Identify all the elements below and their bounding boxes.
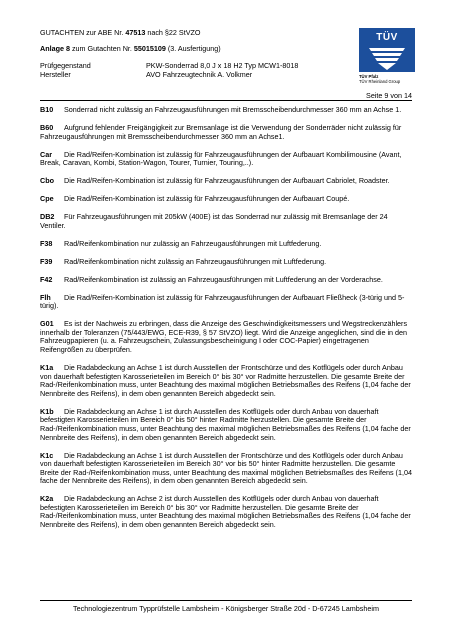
condition-code: DB2 — [40, 212, 55, 222]
condition-code: F42 — [40, 274, 53, 284]
condition-paragraph — [40, 320, 412, 354]
condition-paragraph — [40, 364, 412, 398]
gutachten-number: 55015109 — [133, 44, 166, 53]
condition-paragraph — [40, 294, 412, 311]
abe-number: 47513 — [125, 28, 146, 37]
condition-text: Rad/Reifenkombination nicht zulässig an Fahrzeugausführungen mit Luftfederung. — [64, 256, 327, 266]
condition-code: G01 — [40, 319, 54, 329]
anlage-line — [40, 44, 221, 53]
condition-paragraph — [40, 258, 412, 267]
pruefgegenstand-label: Prüfgegenstand — [40, 61, 91, 70]
gutachten-title-suffix: nach §22 StVZO — [145, 28, 201, 37]
condition-paragraph — [40, 240, 412, 249]
condition-text: Die Rad/Reifen-Kombination ist zulässig für Fahrzeugausführungen der Aufbauart Fließheck (3-türig und 5-türig). — [40, 292, 405, 311]
condition-text: Die Rad/Reifen-Kombination ist zulässig für Fahrzeugausführungen der Aufbauart Cabriolet, Roadster. — [64, 176, 390, 186]
condition-paragraph — [40, 106, 412, 115]
footer-address: Technologiezentrum Typprüfstelle Lambsheim - Königsberger Straße 20d - D-67245 Lambsheim — [73, 604, 379, 613]
page-number: Seite 9 von 14 — [366, 91, 412, 100]
hersteller-value: AVO Fahrzeugtechnik A. Volkmer — [146, 70, 253, 79]
condition-text: Die Radabdeckung an Achse 1 ist durch Ausstellen des Kotflügels oder durch Anbau von dauerhaft befestigten Karosserieteilen im Bereich 0° bis 50° hinter Radmitte herzustellen. Die gesamte Breite der Rad-/Reifenkombination muss, unter Beachtung des maximal möglichen Betriebsmaßes des Reifens (1,04 fache der Nennbreite des Reifens), in dem oben genannten Bereich abgedeckt sein. — [40, 406, 411, 442]
condition-paragraph — [40, 452, 412, 486]
condition-code: F39 — [40, 256, 53, 266]
pruefgegenstand-value: PKW-Sonderrad 8,0 J x 18 H2 Typ MCW1-8018 — [146, 61, 299, 70]
condition-code: Flh — [40, 292, 51, 302]
anlage-mid: zum Gutachten Nr. — [69, 44, 134, 53]
paragraph-list — [40, 106, 412, 539]
condition-code: K2a — [40, 494, 54, 504]
condition-text: Rad/Reifenkombination nur zulässig an Fahrzeugausführungen mit Luftfederung. — [64, 238, 322, 248]
condition-text: Für Fahrzeugausführungen mit 205kW (400E) ist das Sonderrad nur zulässig mit Bremsanlage der 24 Ventiler. — [40, 212, 388, 230]
condition-paragraph — [40, 195, 412, 204]
condition-text: Aufgrund fehlender Freigängigkeit zur Bremsanlage ist die Verwendung der Sonderräder nicht zulässig für Fahrzeugausführungen mit Bremsscheibendurchmesser 360 mm an Achse1. — [40, 122, 402, 141]
condition-text: Die Radabdeckung an Achse 2 ist durch Ausstellen des Kotflügels oder durch Anbau von dauerhaft befestigten Karosserieteilen im Bereich 0° bis 30° vor Radmitte herzustellen. Die gesamte Breite der Rad-/Reifenkombination muss, unter Beachtung des maximal möglichen Betriebsmaßes des Reifens (1,04 fache der Nennbreite des Reifens), in dem oben genannten Bereich abgedeckt sein. — [40, 494, 411, 530]
condition-code: B60 — [40, 122, 54, 132]
condition-code: Cpe — [40, 194, 54, 204]
footer-divider — [40, 600, 412, 601]
condition-paragraph — [40, 408, 412, 442]
gutachten-title — [40, 28, 200, 37]
condition-code: Cbo — [40, 176, 54, 186]
condition-code: K1a — [40, 362, 54, 372]
tuv-logo-icon — [359, 28, 415, 72]
condition-text: Die Rad/Reifen-Kombination ist zulässig für Fahrzeugausführungen der Aufbauart Kombilimousine (Avant, Break, Caravan, Kombi, Station-Wagon, Tourer, Turnier, Touring,..). — [40, 149, 402, 168]
condition-paragraph — [40, 495, 412, 529]
condition-text: Die Rad/Reifen-Kombination ist zulässig für Fahrzeugausführungen der Aufbauart Coupé. — [64, 194, 350, 204]
tuv-logo-line2: TÜV Rheinland Group — [359, 79, 401, 84]
condition-code: F38 — [40, 238, 53, 248]
condition-code: K1b — [40, 406, 54, 416]
tuv-logo-mark — [359, 28, 415, 72]
condition-paragraph — [40, 177, 412, 186]
condition-text: Es ist der Nachweis zu erbringen, dass die Anzeige des Geschwindigkeitsmessers und Wegstreckenzählers innerhalb der Toleranzen (75/443/EWG, ECE-R39, § 57 StVZO) liegt. Wird die Anzeige angeglichen, sind die in den Fahrzeugpapieren (u. a. Fahrzeugschein, Zulassungsbescheinigung I oder COC-Papier) eingetragenen Reifengrößen zu überprüfen. — [40, 319, 408, 354]
tuv-logo-brand: TÜV — [376, 32, 398, 43]
condition-paragraph — [40, 124, 412, 141]
condition-code: Car — [40, 149, 52, 159]
condition-code: K1c — [40, 450, 54, 460]
condition-paragraph — [40, 213, 412, 230]
condition-text: Sonderrad nicht zulässig an Fahrzeugausführungen mit Bremsscheibendurchmesser 360 mm an Achse 1. — [64, 105, 402, 114]
condition-paragraph — [40, 276, 412, 285]
hersteller-label: Hersteller — [40, 70, 71, 79]
condition-text: Rad/Reifenkombination ist zulässig an Fahrzeugausführungen mit Luftfederung an der Vorderachse. — [64, 274, 383, 284]
tuv-logo-line1: TÜV Pfalz — [359, 74, 379, 79]
condition-code: B10 — [40, 105, 54, 114]
condition-text: Die Radabdeckung an Achse 1 ist durch Ausstellen der Frontschürze und des Kotflügels oder durch Anbau von dauerhaft befestigten Karosserieteilen im Bereich 0° bis 30° vor Radmitte herzustellen. Die gesamte Breite der Rad-/Reifenkombination muss, unter Beachtung des maximal möglichen Betriebsmaßes des Reifens (1,04 fache der Nennbreite des Reifens), in dem oben genannten Bereich abgedeckt sein. — [40, 362, 411, 398]
anlage-label: Anlage 8 — [40, 44, 70, 53]
condition-paragraph — [40, 151, 412, 168]
gutachten-title-prefix: GUTACHTEN zur ABE Nr. — [40, 28, 126, 37]
tuv-logo — [359, 28, 415, 84]
header-divider — [40, 100, 412, 101]
condition-text: Die Radabdeckung an Achse 1 ist durch Ausstellen der Frontschürze und des Kotflügels oder durch Anbau von dauerhaft befestigten Karosserieteilen im Bereich 30° vor bis 50° hinter Radmitte herzustellen. Die gesamte Breite der Rad-/Reifenkombination muss, unter Beachtung des maximal möglichen Betriebsmaßes des Reifens (1,04 fache der Nennbreite des Reifens), in dem oben genannten Bereich abgedeckt sein. — [40, 450, 412, 486]
anlage-suffix: (3. Ausfertigung) — [165, 44, 221, 53]
